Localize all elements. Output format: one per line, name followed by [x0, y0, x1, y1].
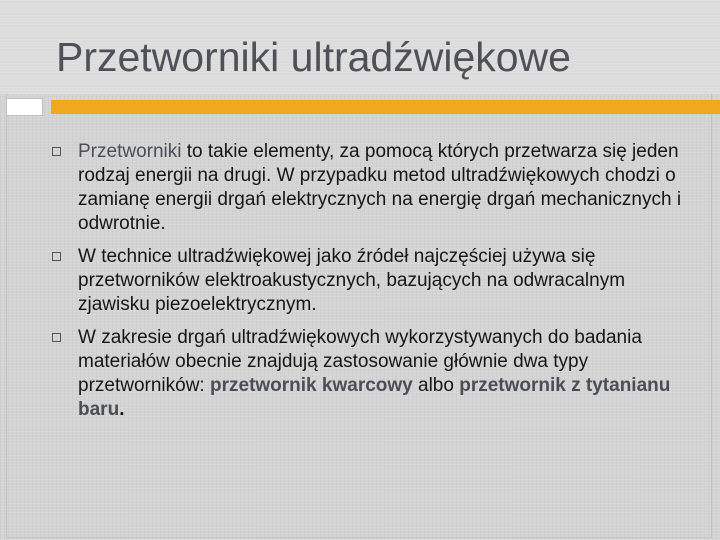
bullet-end: . — [119, 399, 125, 420]
title-divider-accent-bar — [51, 100, 720, 114]
highlighted-term: przetwornik kwarcowy — [210, 375, 413, 396]
slide-title: Przetworniki ultradźwiękowe — [56, 34, 571, 80]
title-area — [0, 0, 720, 94]
bullet-item — [52, 326, 692, 422]
checkbox-bullet-icon — [52, 147, 61, 156]
bullet-item — [52, 140, 692, 236]
bullet-body: W technice ultradźwiękowej jako źródeł najczęściej używa się przetworników elektroakustycznych, bazujących na odwracalnym zjawisku piezoelektrycznym. — [78, 246, 626, 315]
bullet-text — [78, 140, 692, 236]
bullet-text — [78, 245, 692, 317]
bullet-text — [78, 326, 692, 422]
highlighted-term: przetwornik z tytanianu baru — [78, 375, 671, 420]
bullet-item — [52, 245, 692, 317]
checkbox-bullet-icon — [52, 252, 61, 261]
checkbox-bullet-icon — [52, 333, 61, 342]
bullet-connector: albo — [412, 375, 460, 396]
bullet-body: W zakresie drgań ultradźwiękowych wykorzystywanych do badania materiałów obecnie znajdują zastosowanie głównie dwa typy przetworników: — [78, 327, 642, 396]
title-divider-box — [6, 98, 43, 116]
highlighted-term: Przetworniki — [78, 141, 182, 162]
slide-content — [52, 140, 692, 431]
bullet-body: to takie elementy, za pomocą których przetwarza się jeden rodzaj energii na drugi. W przypadku metod ultradźwiękowych chodzi o zamianę energii drgań elektrycznych na energię drgań mechanicznych i odwrotnie. — [78, 141, 682, 234]
